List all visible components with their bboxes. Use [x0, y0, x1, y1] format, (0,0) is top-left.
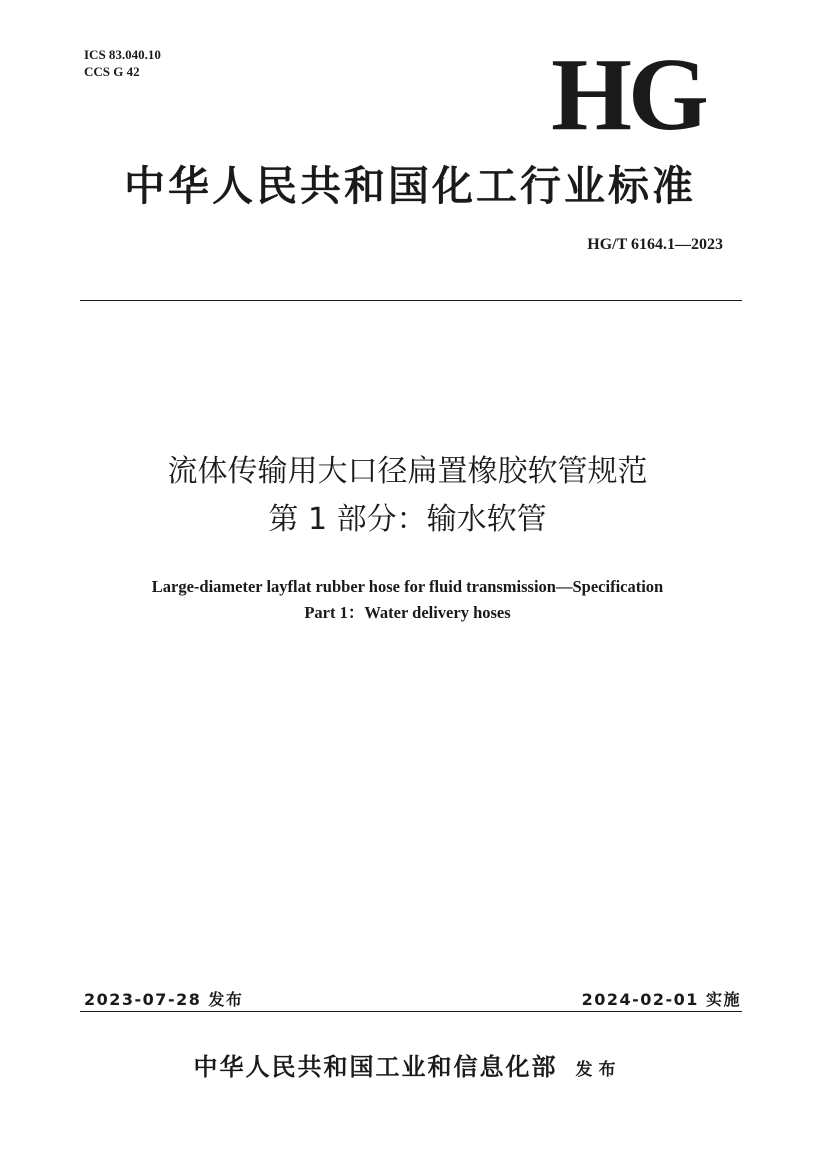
- issuer-action: 发布: [575, 1060, 622, 1080]
- english-title-line-1: Large-diameter layflat rubber hose for fluid transmission—Specification: [151, 577, 664, 596]
- implementation-date: 2024-02-01 实施: [581, 990, 741, 1009]
- standard-number: HG/T 6164.1—2023: [587, 236, 723, 253]
- industry-standard-title: 中华人民共和国化工行业标准: [124, 162, 696, 210]
- bottom-divider: [80, 1011, 742, 1012]
- chinese-title-line-1: 流体传输用大口径扁置橡胶软管规范: [167, 454, 648, 489]
- ccs-code: CCS G 42: [84, 64, 140, 79]
- issue-date: 2023-07-28 发布: [84, 990, 244, 1009]
- hg-logo: HG: [551, 37, 705, 152]
- classification-codes: [84, 46, 161, 80]
- issuer-line: [0, 1047, 815, 1082]
- chinese-title-line-2: 第 1 部分：输水软管: [268, 502, 547, 537]
- ics-code: ICS 83.040.10: [84, 47, 161, 62]
- issuer-name: 中华人民共和国工业和信息化部: [193, 1052, 558, 1081]
- english-title-line-2: Part 1：Water delivery hoses: [304, 603, 511, 622]
- top-divider: [80, 300, 742, 301]
